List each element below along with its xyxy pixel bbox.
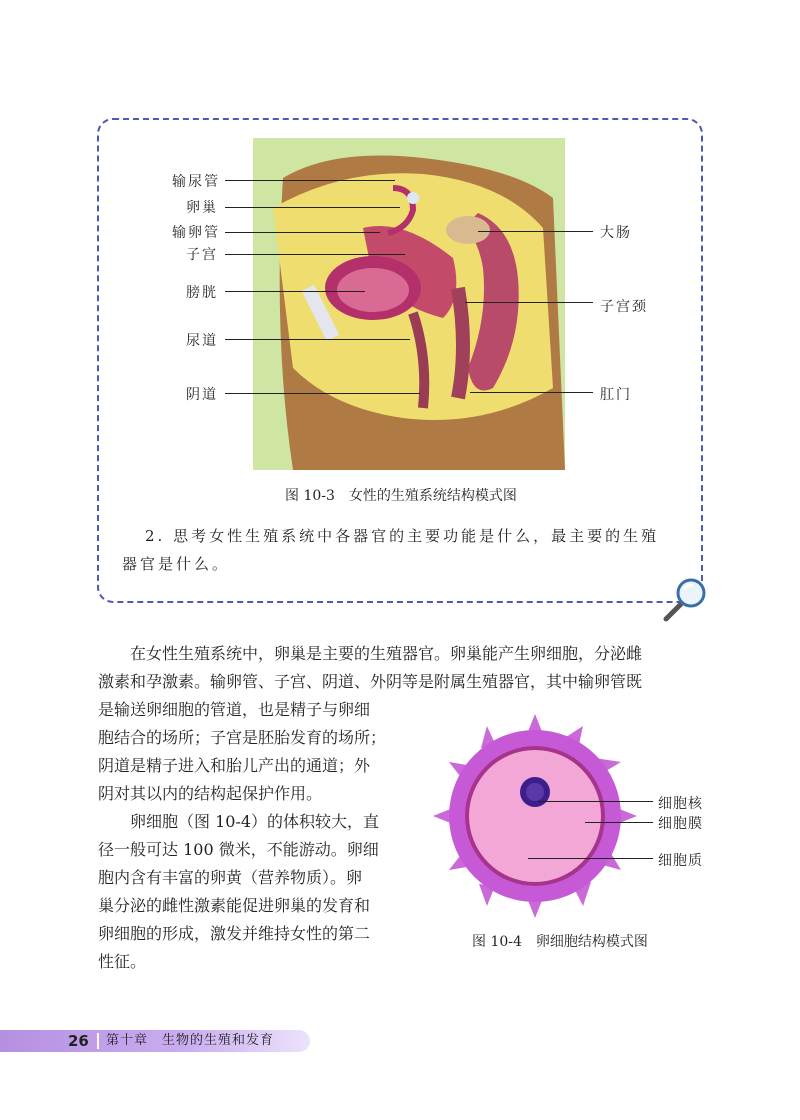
label-anus: 肛门 — [600, 387, 632, 403]
question-line: 2. 思考女性生殖系统中各器官的主要功能是什么，最主要的生殖 — [145, 527, 660, 545]
leader-line — [225, 207, 400, 208]
egg-cell-illustration — [433, 714, 637, 918]
footer-divider — [97, 1033, 99, 1049]
magnifier-icon — [660, 575, 710, 625]
label-vagina: 阴道 — [186, 387, 218, 403]
leader-line — [225, 180, 395, 181]
label-uterus: 子宫 — [186, 247, 218, 263]
leader-line — [478, 231, 593, 232]
label-urethra: 尿道 — [186, 333, 218, 349]
body-paragraph-line: 胞内含有丰富的卵黄（营养物质）。卵 — [98, 868, 363, 887]
body-paragraph-line: 是输送卵细胞的管道，也是精子与卵细 — [98, 700, 371, 719]
body-paragraph-line: 激素和孕激素。输卵管、子宫、阴道、外阴等是附属生殖器官，其中输卵管既 — [98, 672, 643, 691]
question-line: 器官是什么。 — [122, 555, 231, 573]
leader-line — [225, 393, 420, 394]
figure-caption: 图 10-4 卵细胞结构模式图 — [472, 934, 648, 950]
leader-line — [225, 232, 380, 233]
leader-line — [225, 291, 365, 292]
body-paragraph-line: 胞结合的场所；子宫是胚胎发育的场所； — [98, 728, 387, 747]
leader-line — [225, 254, 405, 255]
body-paragraph-line: 在女性生殖系统中，卵巢是主要的生殖器官。卵巢能产生卵细胞，分泌雌 — [130, 644, 643, 663]
label-cervix: 子宫颈 — [600, 299, 648, 315]
label-cytoplasm: 细胞质 — [658, 853, 703, 869]
body-paragraph-line: 巢分泌的雌性激素能促进卵巢的发育和 — [98, 896, 371, 915]
body-paragraph-line: 阴道是精子进入和胎儿产出的通道；外 — [98, 756, 371, 775]
leader-line — [585, 822, 653, 823]
label-ureter: 输尿管 — [172, 174, 220, 190]
leader-line — [465, 302, 593, 303]
leader-line — [225, 339, 410, 340]
body-paragraph-line: 性征。 — [98, 952, 147, 971]
label-cell-membrane: 细胞膜 — [658, 816, 703, 832]
body-paragraph-line: 阴对其以内的结构起保护作用。 — [98, 784, 323, 803]
label-nucleus: 细胞核 — [658, 796, 703, 812]
figure-caption: 图 10-3 女性的生殖系统结构模式图 — [285, 488, 517, 504]
leader-line — [538, 801, 653, 802]
female-reproductive-illustration — [253, 138, 565, 470]
label-ovary: 卵巢 — [186, 200, 218, 216]
chapter-title: 第十章 生物的生殖和发育 — [106, 1033, 275, 1048]
leader-line — [470, 392, 593, 393]
leader-line — [528, 858, 653, 859]
body-paragraph-line: 卵细胞（图 10-4）的体积较大，直 — [130, 812, 380, 831]
page-number: 26 — [68, 1032, 89, 1050]
label-bladder: 膀胱 — [186, 285, 218, 301]
label-oviduct: 输卵管 — [172, 225, 220, 241]
label-large-intestine: 大肠 — [600, 225, 632, 241]
body-paragraph-line: 卵细胞的形成，激发并维持女性的第二 — [98, 924, 371, 943]
body-paragraph-line: 径一般可达 100 微米，不能游动。卵细 — [98, 840, 379, 859]
